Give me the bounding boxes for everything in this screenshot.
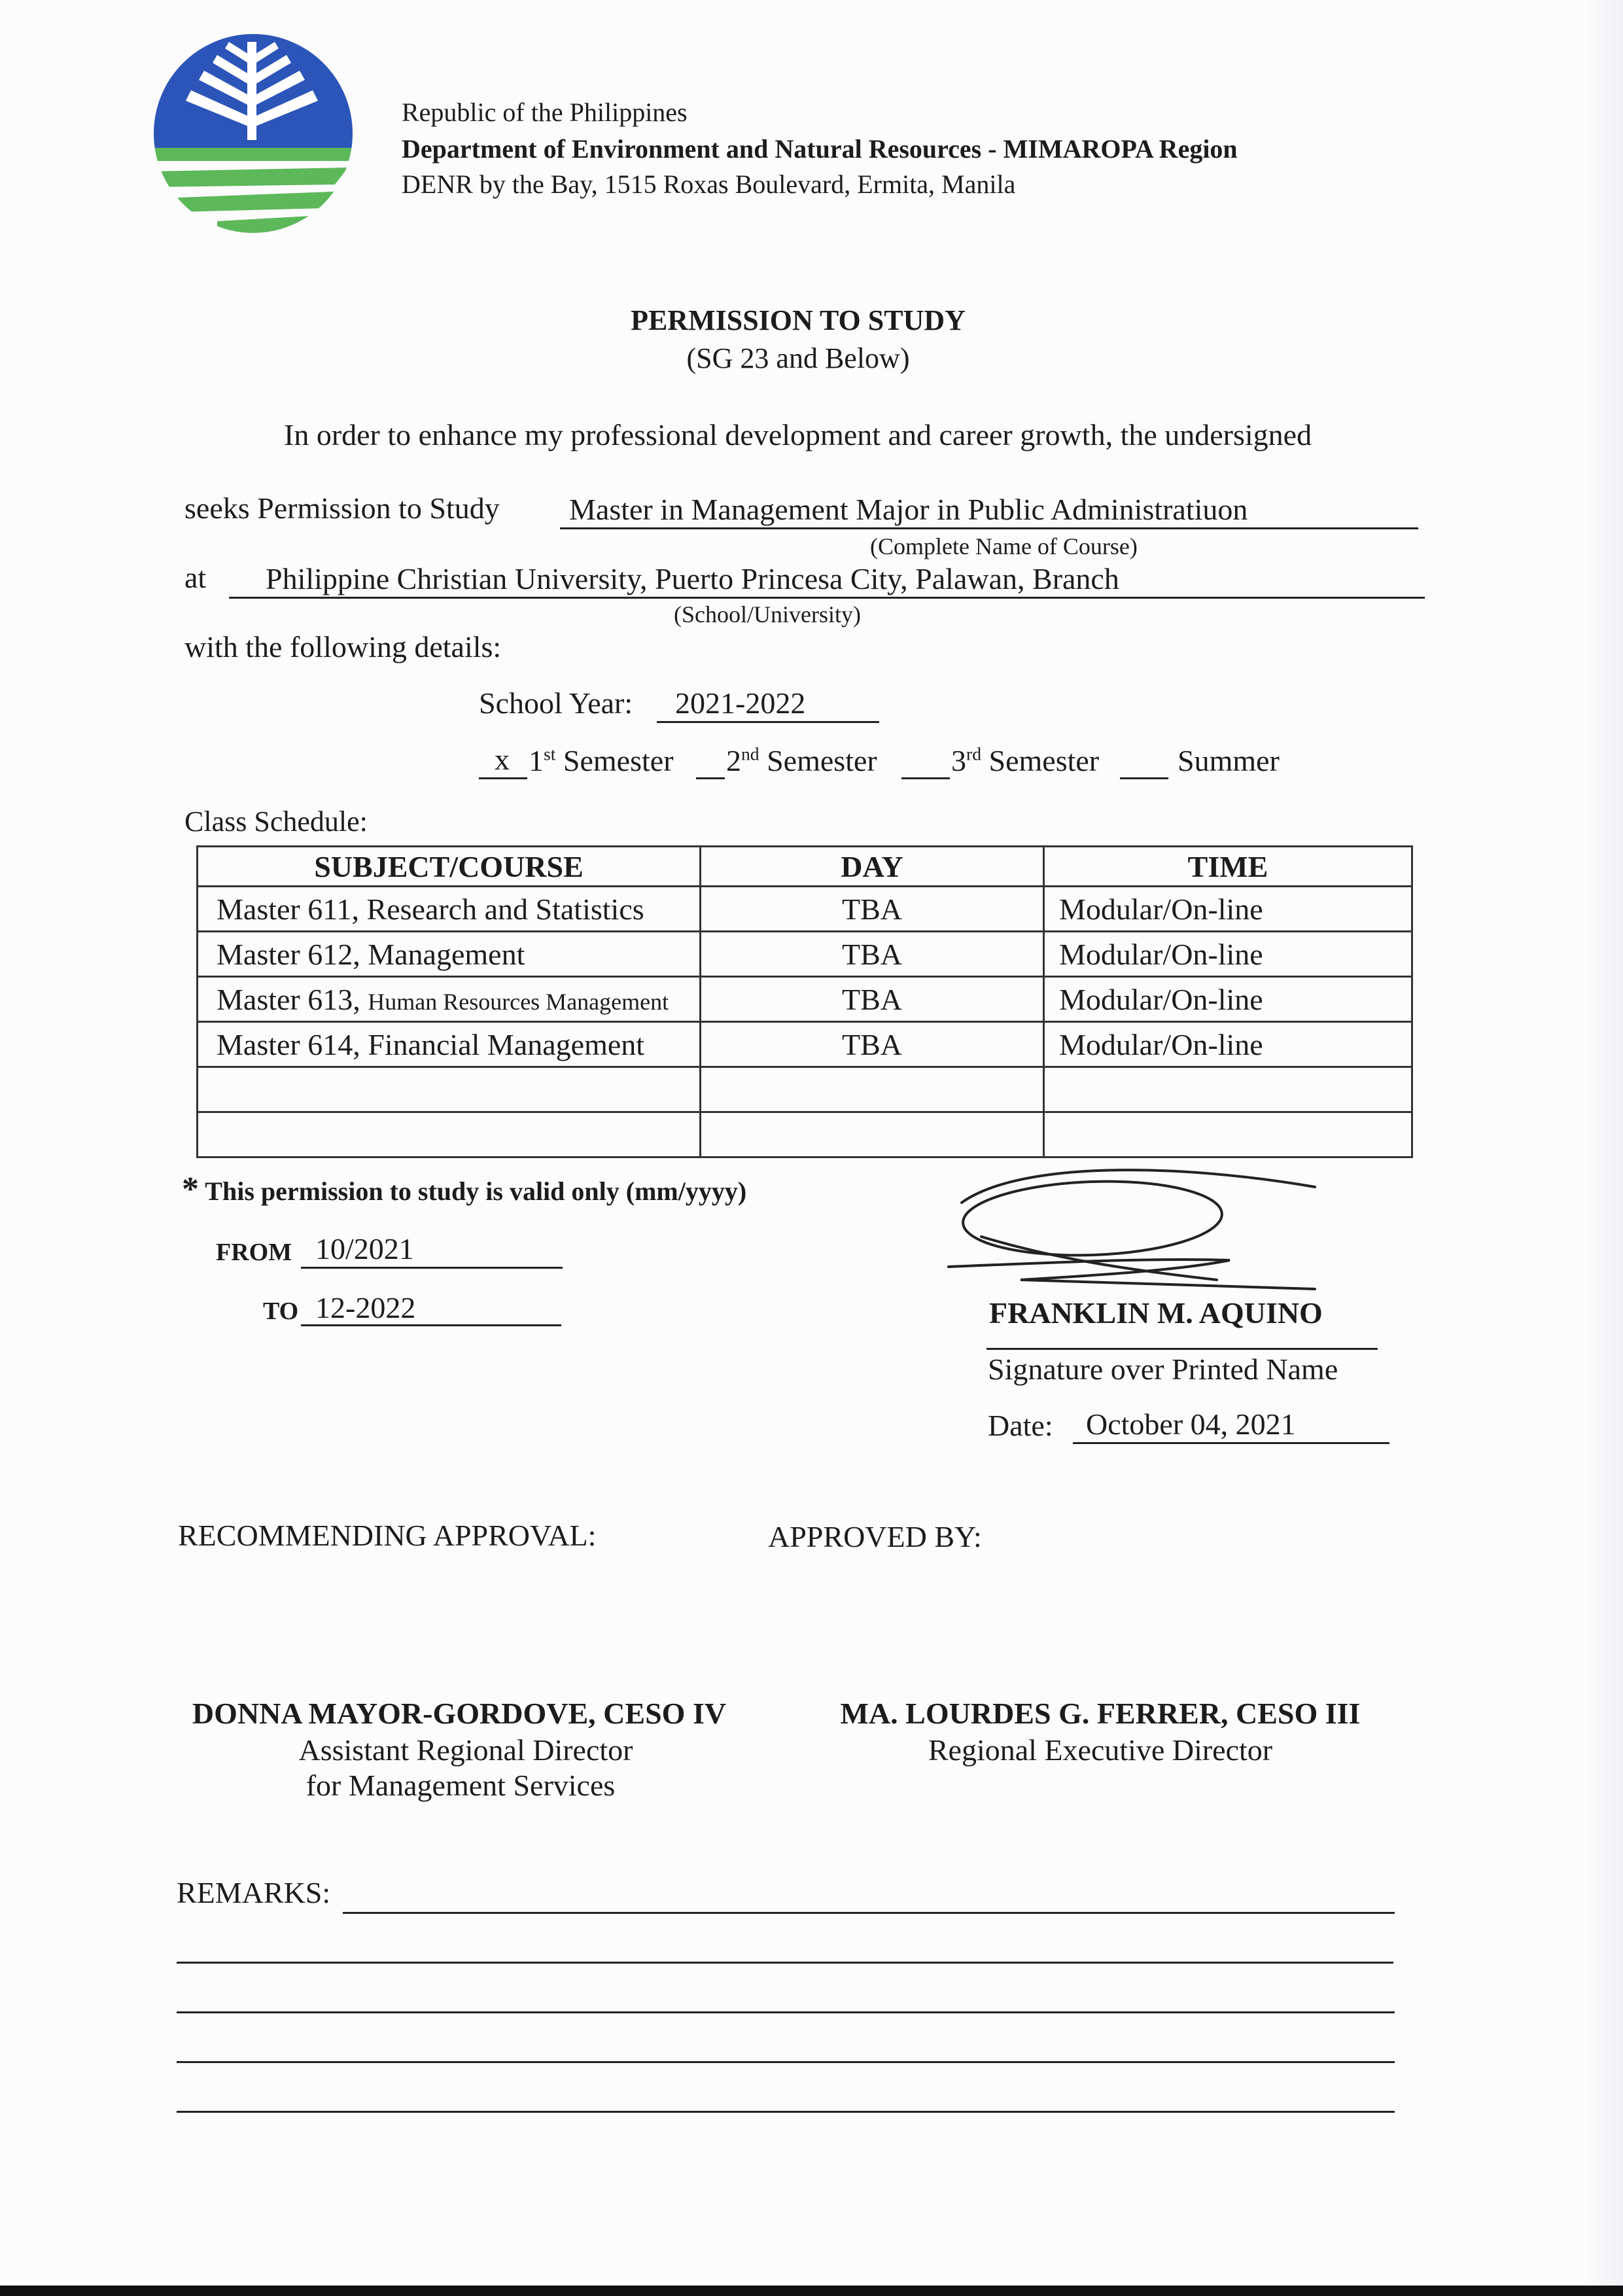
from-value: 10/2021 — [315, 1232, 414, 1265]
subject-cell: Master 611, Research and Statistics — [198, 887, 701, 932]
school-year-label: School Year: — [479, 686, 633, 720]
table-row — [198, 887, 1412, 932]
table-row — [198, 932, 1412, 977]
day-cell — [701, 1112, 1044, 1157]
summer-blank — [1120, 777, 1168, 779]
subject-code: Master 613, — [217, 982, 368, 1016]
first-semester-mark: x — [495, 743, 510, 776]
remarks-line-5 — [177, 2111, 1395, 2113]
time-cell: Modular/On-line — [1044, 977, 1412, 1022]
second-semester-blank — [696, 777, 725, 779]
from-label: FROM — [216, 1239, 292, 1266]
remarks-line-4 — [177, 2061, 1395, 2063]
table-row — [198, 977, 1412, 1022]
remarks-line-1 — [343, 1912, 1395, 1914]
from-underline — [301, 1267, 563, 1269]
date-value: October 04, 2021 — [1086, 1407, 1296, 1441]
table-header-row — [198, 847, 1412, 887]
denr-logo-icon — [152, 30, 355, 237]
subject-cell — [198, 977, 701, 1022]
school-value: Philippine Christian University, Puerto Princesa City, Palawan, Branch — [266, 562, 1119, 595]
date-underline — [1073, 1442, 1389, 1444]
school-underline — [229, 597, 1425, 599]
table-row — [198, 1067, 1412, 1112]
class-schedule-table — [196, 845, 1413, 1158]
class-schedule-label: Class Schedule: — [184, 805, 368, 838]
day-cell: TBA — [701, 932, 1044, 977]
recommender-title-1: Assistant Regional Director — [298, 1733, 633, 1767]
recommending-approval-label: RECOMMENDING APPROVAL: — [178, 1519, 597, 1552]
scan-bottom-edge — [0, 2286, 1623, 2296]
signature-caption: Signature over Printed Name — [988, 1352, 1338, 1386]
header-time: TIME — [1044, 847, 1412, 887]
school-year-underline — [657, 721, 879, 723]
at-label: at — [184, 561, 207, 594]
day-cell: TBA — [701, 977, 1044, 1022]
intro-text: In order to enhance my professional development and career growth, the undersigned — [284, 418, 1312, 451]
day-cell: TBA — [701, 1022, 1044, 1067]
to-label: TO — [263, 1298, 299, 1325]
approver-title: Regional Executive Director — [928, 1733, 1273, 1767]
time-cell — [1044, 1112, 1412, 1157]
applicant-name-underline — [986, 1348, 1378, 1350]
subject-cell — [198, 1112, 701, 1157]
approved-by-label: APPROVED BY: — [768, 1520, 982, 1553]
day-cell — [701, 1067, 1044, 1112]
header-address: DENR by the Bay, 1515 Roxas Boulevard, Ermita, Manila — [402, 169, 1016, 199]
applicant-signature — [942, 1165, 1328, 1296]
date-label: Date: — [988, 1409, 1053, 1442]
remarks-line-2 — [177, 1962, 1393, 1964]
recommender-name: DONNA MAYOR-GORDOVE, CESO IV — [192, 1697, 727, 1730]
course-underline — [560, 527, 1418, 529]
subject-cell: Master 612, Management — [198, 932, 701, 977]
asterisk: * — [182, 1171, 199, 1208]
to-value: 12-2022 — [315, 1291, 416, 1324]
school-caption: (School/University) — [674, 601, 861, 627]
third-semester-blank — [901, 777, 950, 779]
scan-edge-shade — [1584, 0, 1623, 2296]
course-value: Master in Management Major in Public Administratiuon — [569, 493, 1248, 526]
time-cell — [1044, 1067, 1412, 1112]
page-title: PERMISSION TO STUDY — [631, 304, 966, 336]
time-cell: Modular/On-line — [1044, 932, 1412, 977]
header-department: Department of Environment and Natural Resources - MIMAROPA Region — [402, 134, 1238, 164]
first-semester-blank — [479, 777, 527, 779]
day-cell: TBA — [701, 887, 1044, 932]
header-republic: Republic of the Philippines — [402, 97, 688, 127]
page-subtitle: (SG 23 and Below) — [686, 342, 910, 374]
header-day: DAY — [701, 847, 1044, 887]
applicant-name: FRANKLIN M. AQUINO — [989, 1296, 1323, 1330]
table-row — [198, 1112, 1412, 1157]
course-caption: (Complete Name of Course) — [870, 533, 1138, 559]
header-subject: SUBJECT/COURSE — [198, 847, 701, 887]
first-semester-option: 1st Semester — [529, 743, 674, 777]
school-year-value: 2021-2022 — [675, 686, 806, 720]
seeks-label: seeks Permission to Study — [184, 491, 500, 525]
third-semester-option: 3rd Semester — [951, 743, 1100, 777]
summer-option: Summer — [1178, 744, 1280, 777]
recommender-title-2: for Management Services — [305, 1769, 616, 1802]
approver-name: MA. LOURDES G. FERRER, CESO III — [840, 1697, 1361, 1730]
remarks-label: REMARKS: — [177, 1876, 331, 1909]
subject-name-small: Human Resources Management — [368, 988, 669, 1015]
subject-cell: Master 614, Financial Management — [198, 1022, 701, 1067]
details-label: with the following details: — [184, 630, 502, 663]
validity-note: * This permission to study is valid only (mm/yyyy) — [182, 1171, 747, 1208]
second-semester-option: 2nd Semester — [726, 743, 877, 777]
time-cell: Modular/On-line — [1044, 887, 1412, 932]
table-row — [198, 1022, 1412, 1067]
time-cell: Modular/On-line — [1044, 1022, 1412, 1067]
remarks-line-3 — [177, 2011, 1395, 2013]
subject-cell — [198, 1067, 701, 1112]
